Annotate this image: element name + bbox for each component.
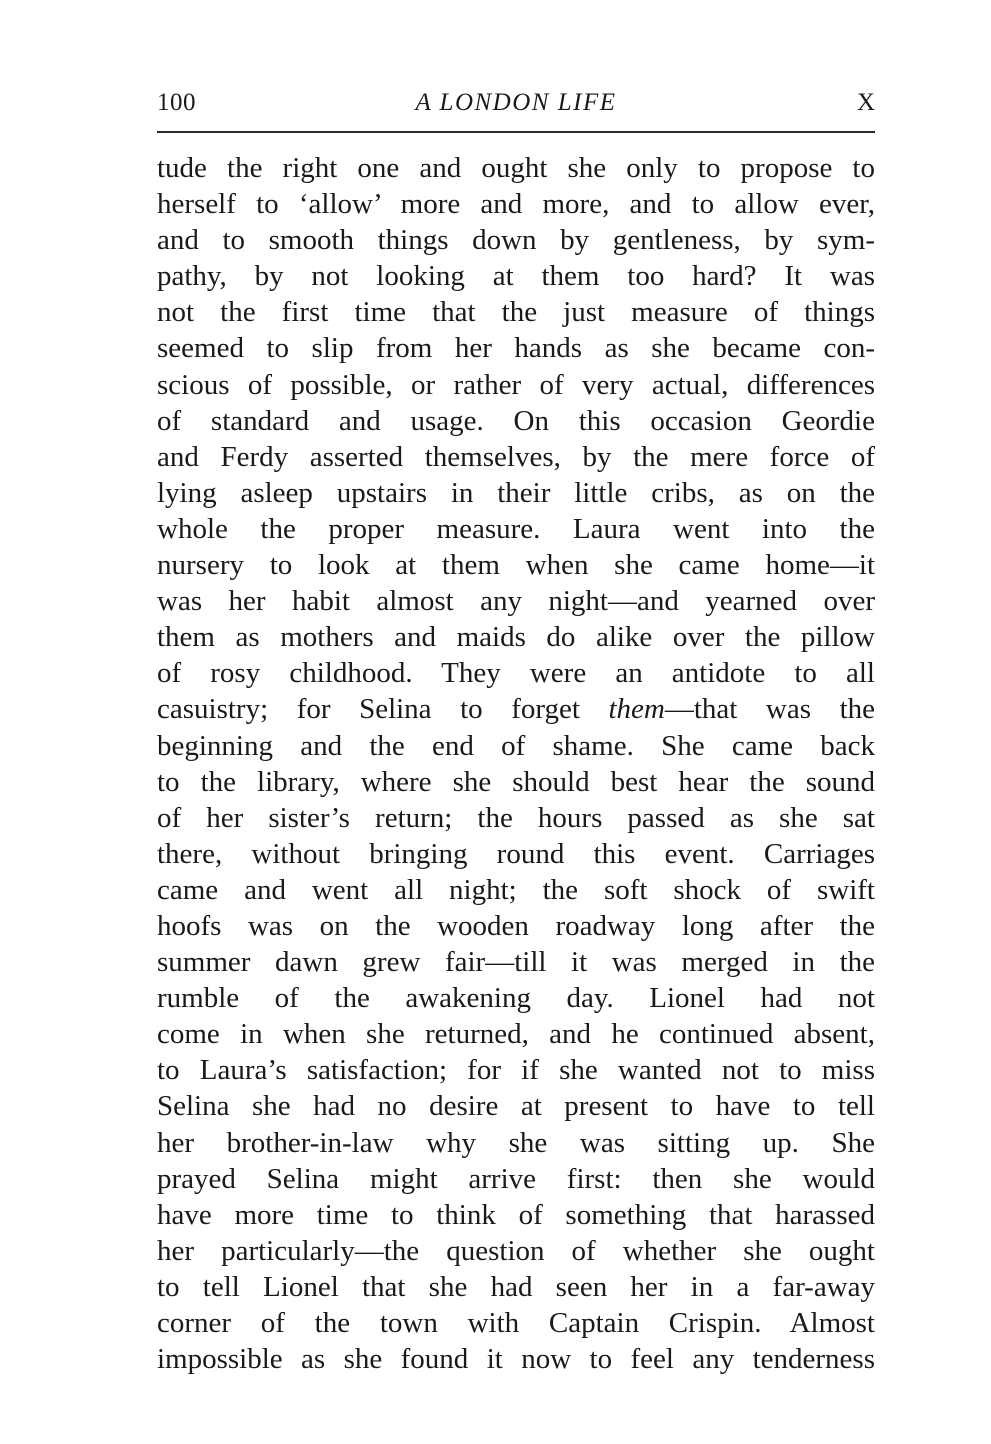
text-line: there, without bringing round this event. Carriages	[157, 837, 875, 870]
chapter-number: X	[856, 89, 875, 116]
text-line: to Laura’s satisfaction; for if she wanted not to miss	[157, 1054, 875, 1087]
text-line: pathy, by not looking at them too hard? It was	[157, 260, 875, 293]
text-line: summer dawn grew fair—till it was merged in the	[157, 946, 875, 979]
text-line: came and went all night; the soft shock of swift	[157, 873, 875, 906]
text-line: seemed to slip from her hands as she became con-	[157, 332, 875, 365]
text-line: Selina she had no desire at present to have to tell	[157, 1090, 875, 1123]
text-line: whole the proper measure. Laura went into the	[157, 512, 875, 545]
text-line: prayed Selina might arrive first: then she would	[157, 1162, 875, 1195]
text-line: corner of the town with Captain Crispin. Almost	[157, 1307, 875, 1339]
text-line: lying asleep upstairs in their little cribs, as on the	[157, 476, 875, 509]
text-line: to the library, where she should best hear the sound	[157, 765, 875, 798]
text-line: her particularly—the question of whether she ought	[157, 1234, 875, 1267]
text-line: her brother-in-law why she was sitting up. She	[157, 1126, 875, 1159]
italic-emphasis: them	[608, 693, 665, 726]
text-line: impossible as she found it now to feel any tenderness	[157, 1343, 875, 1376]
running-head	[157, 86, 875, 120]
text-line: scious of possible, or rather of very actual, differences	[157, 368, 875, 401]
text-line: of rosy childhood. They were an antidote to all	[157, 657, 875, 690]
text-line: was her habit almost any night—and yearned over	[157, 585, 875, 618]
text-line: them as mothers and maids do alike over the pillow	[157, 621, 875, 654]
text-line: hoofs was on the wooden roadway long after the	[157, 909, 875, 942]
text-line: come in when she returned, and he continued absent,	[157, 1018, 875, 1051]
text-line: of her sister’s return; the hours passed as she sat	[157, 801, 875, 834]
body-text	[157, 150, 875, 1377]
text-line: beginning and the end of shame. She came back	[157, 729, 875, 762]
text-line: of standard and usage. On this occasion Geordie	[157, 404, 875, 437]
text-line: have more time to think of something that harassed	[157, 1198, 875, 1231]
running-title: A LONDON LIFE	[415, 89, 617, 116]
text-line: to tell Lionel that she had seen her in a far-away	[157, 1270, 875, 1303]
text-line: and to smooth things down by gentleness, by sym-	[157, 224, 875, 257]
text-line: and Ferdy asserted themselves, by the mere force of	[157, 440, 875, 473]
text-segment: —that was the	[664, 693, 875, 726]
text-line: rumble of the awakening day. Lionel had not	[157, 982, 875, 1015]
text-line: not the first time that the just measure of things	[157, 296, 875, 329]
text-segment: casuistry; for Selina to forget	[157, 693, 609, 726]
text-line: herself to ‘allow’ more and more, and to allow ever,	[157, 188, 875, 221]
header-rule	[157, 131, 875, 133]
text-line-with-italic	[157, 691, 875, 727]
text-line: nursery to look at them when she came home—it	[157, 549, 875, 582]
page-number: 100	[157, 89, 196, 116]
text-line: tude the right one and ought she only to propose to	[157, 152, 875, 184]
